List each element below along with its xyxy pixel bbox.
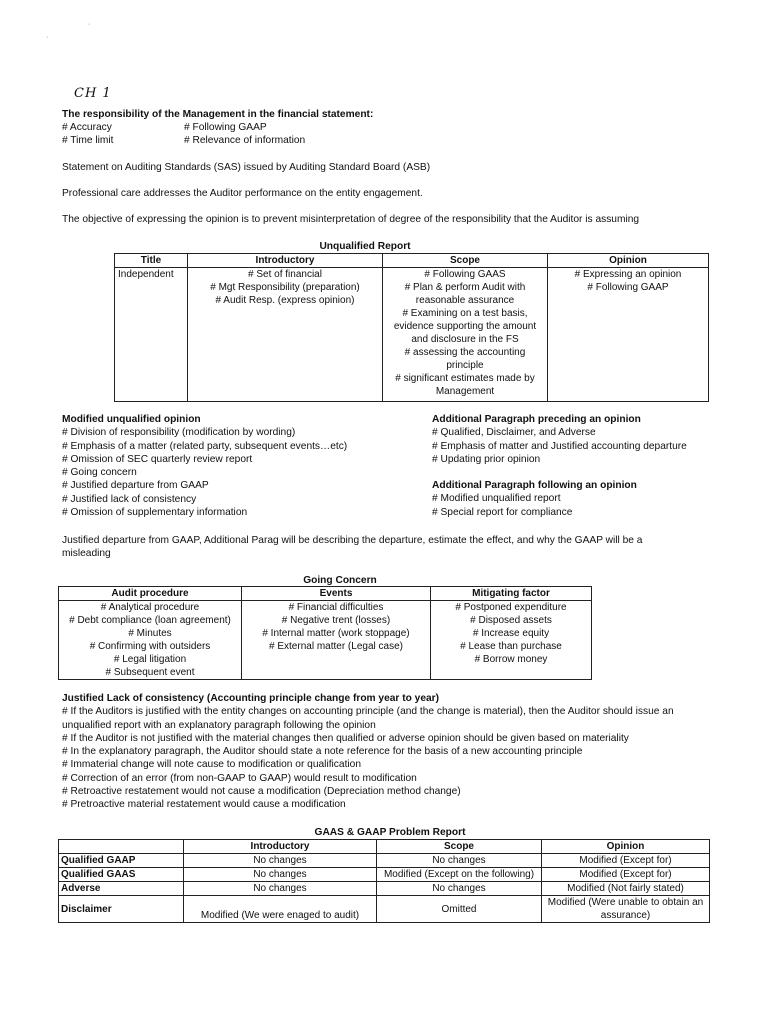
statement-sas: Statement on Auditing Standards (SAS) issued by Auditing Standard Board (ASB) (62, 162, 431, 173)
list-item: # Emphasis of a matter (related party, subsequent events…etc) (62, 440, 348, 452)
list-item: # Confirming with outsiders (89, 641, 211, 652)
statement-objective: The objective of expressing the opinion is to prevent misinterpretation of degree of the responsibility that the Auditor is assuming (62, 214, 640, 225)
departure-text: Justified departure from GAAP, Additional Parag will be describing the departure, estimate the effect, and why the GAAP will be a (62, 535, 643, 546)
cell-scope: Modified (Except on the following) (377, 868, 542, 882)
list-item: # Omission of supplementary information (62, 506, 248, 518)
list-item: # Modified unqualified report (432, 493, 561, 505)
going-concern-title: Going Concern (303, 575, 377, 586)
list-item: # Debt compliance (loan agreement) (69, 615, 231, 626)
list-item: # Justified departure from GAAP (62, 480, 209, 492)
list-item: reasonable assurance (415, 295, 515, 306)
going-concern-table (58, 586, 592, 680)
modified-opinion-heading: Modified unqualified opinion (62, 414, 201, 425)
cell-introductory: Modified (We were enaged to audit) (184, 896, 377, 923)
list-item: # Justified lack of consistency (62, 493, 197, 505)
row-label: Disclaimer (59, 896, 184, 923)
list-item: # Lease than purchase (460, 641, 562, 652)
cell-opinion (548, 268, 709, 402)
table-row (59, 854, 710, 868)
following-paragraph-section (432, 479, 637, 519)
list-item: # Disposed assets (470, 615, 552, 626)
header-opinion: Opinion (548, 254, 709, 268)
handwritten-note: CH 1 (74, 86, 112, 101)
cell-introductory: No changes (184, 854, 377, 868)
list-item: and disclosure in the FS (411, 334, 519, 345)
row-label: Qualified GAAP (59, 854, 184, 868)
row-label: Adverse (59, 882, 184, 896)
table-row (59, 882, 710, 896)
gaas-gaap-title: GAAS & GAAP Problem Report (314, 827, 466, 838)
table-row (59, 896, 710, 923)
list-item: principle (446, 360, 484, 371)
cell-events (242, 601, 431, 680)
row-label: Qualified GAAS (59, 868, 184, 882)
header-events: Events (242, 587, 431, 601)
preceding-paragraph-heading: Additional Paragraph preceding an opinion (432, 414, 641, 425)
consistency-section (62, 692, 674, 811)
scan-speck: · (88, 21, 91, 28)
list-item: evidence supporting the amount (393, 321, 537, 332)
cell-opinion: Modified (Except for) (542, 868, 710, 882)
list-item: unqualified report with an explanatory paragraph following the opinion (62, 719, 376, 731)
modified-opinion-section (62, 413, 347, 519)
opinion-line: assurance) (600, 910, 651, 921)
table-row (59, 868, 710, 882)
list-item: # Correction of an error (from non-GAAP to GAAP) would result to modification (62, 772, 417, 784)
list-item: # Following GAAS (424, 269, 506, 280)
list-item: # Emphasis of matter and Justified accounting departure (432, 440, 687, 452)
header-introductory: Introductory (184, 840, 377, 854)
cell-opinion: Modified (Not fairly stated) (542, 882, 710, 896)
list-item: # Financial difficulties (288, 602, 384, 613)
list-item: # Division of responsibility (modification by wording) (62, 427, 296, 439)
list-item: Management (435, 386, 495, 397)
list-item: # Audit Resp. (express opinion) (215, 295, 355, 306)
unqualified-report-title: Unqualified Report (319, 241, 411, 252)
list-item: # Plan & perform Audit with (404, 282, 526, 293)
list-item: # significant estimates made by (395, 373, 535, 384)
management-item: # Accuracy (62, 122, 112, 133)
cell-introductory (188, 268, 383, 402)
list-item: # Special report for compliance (432, 506, 573, 518)
header-opinion: Opinion (542, 840, 710, 854)
statement-professional-care: Professional care addresses the Auditor performance on the entity engagement. (62, 188, 423, 199)
list-item: # Examining on a test basis, (402, 308, 528, 319)
opinion-line: Modified (Were unable to obtain an (547, 897, 704, 908)
list-item: # Qualified, Disclaimer, and Adverse (432, 427, 596, 439)
list-item: # Omission of SEC quarterly review report (62, 453, 253, 465)
cell-opinion (542, 896, 710, 923)
list-item: # Analytical procedure (100, 602, 200, 613)
cell-mitigating-factor (431, 601, 592, 680)
gaas-gaap-table (58, 839, 710, 923)
list-item: # If the Auditors is justified with the entity changes on accounting principle (and the change is material), then the Auditor should issue an (62, 706, 674, 718)
header-introductory: Introductory (188, 254, 383, 268)
consistency-heading: Justified Lack of consistency (Accounting principle change from year to year) (62, 693, 440, 704)
management-item: # Time limit (62, 135, 114, 146)
list-item: # Updating prior opinion (432, 453, 541, 465)
list-item: # Retroactive restatement would not cause a modification (Depreciation method change) (62, 785, 461, 797)
list-item: # assessing the accounting (404, 347, 526, 358)
header-title: Title (115, 254, 188, 268)
header-audit-procedure: Audit procedure (59, 587, 242, 601)
preceding-paragraph-section (432, 413, 687, 466)
following-paragraph-heading: Additional Paragraph following an opinion (432, 480, 637, 491)
header-scope: Scope (377, 840, 542, 854)
list-item: # Subsequent event (105, 667, 195, 678)
unqualified-report-table (114, 253, 709, 402)
list-item: # Borrow money (474, 654, 548, 665)
cell-introductory: No changes (184, 882, 377, 896)
list-item: # Internal matter (work stoppage) (262, 628, 410, 639)
list-item: # Following GAAP (587, 282, 669, 293)
list-item: # Minutes (128, 628, 172, 639)
cell-scope: Omitted (377, 896, 542, 923)
header-scope: Scope (383, 254, 548, 268)
list-item: # Legal litigation (113, 654, 187, 665)
list-item: # Set of financial (248, 269, 322, 280)
scan-speck: · (46, 34, 49, 41)
header-mitigating-factor: Mitigating factor (431, 587, 592, 601)
cell-title: Independent (115, 268, 188, 402)
list-item: # Expressing an opinion (574, 269, 682, 280)
management-item: # Following GAAP (184, 122, 267, 133)
list-item: # Postponed expenditure (455, 602, 567, 613)
cell-audit-procedure (59, 601, 242, 680)
cell-introductory: No changes (184, 868, 377, 882)
cell-scope: No changes (377, 882, 542, 896)
list-item: # Increase equity (472, 628, 550, 639)
list-item: # Negative trent (losses) (281, 615, 391, 626)
list-item: # Mgt Responsibility (preparation) (210, 282, 360, 293)
cell-scope: No changes (377, 854, 542, 868)
management-heading: The responsibility of the Management in the financial statement: (62, 109, 374, 120)
cell-opinion: Modified (Except for) (542, 854, 710, 868)
list-item: # Pretroactive material restatement would cause a modification (62, 799, 346, 810)
list-item: # In the explanatory paragraph, the Auditor should state a note reference for the basis of a new accounting principle (62, 746, 583, 757)
list-item: # If the Auditor is not justified with the material changes then qualified or adverse opinion should be given based on materiality (62, 732, 629, 744)
header-empty (59, 840, 184, 854)
list-item: # Going concern (62, 467, 137, 478)
departure-text: misleading (62, 548, 111, 559)
list-item: # Immaterial change will note cause to modification or qualification (62, 759, 361, 771)
management-item: # Relevance of information (184, 135, 306, 146)
list-item: # External matter (Legal case) (269, 641, 403, 652)
cell-scope (383, 268, 548, 402)
